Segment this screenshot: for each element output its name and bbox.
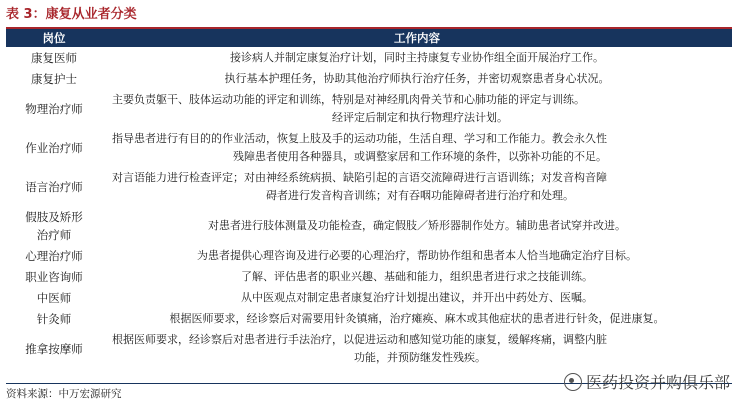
role-line: 康复护士: [31, 71, 77, 86]
work-line: 经评定后制定和执行物理疗法计划。: [332, 110, 508, 124]
work-line: 根据医师要求，经诊察后对需要用针灸镇痛，治疗瘫痪、麻木或其他症状的患者进行针灸，促进康复。: [169, 311, 665, 325]
work-cell: [102, 47, 732, 68]
role-cell: [6, 287, 102, 308]
table-row: [6, 206, 732, 245]
work-cell: [102, 329, 732, 368]
work-cell: [102, 308, 732, 329]
work-line: 根据医师要求，经诊察后对患者进行手法治疗，以促进运动和感知觉功能的康复，缓解疼痛，调整内脏: [112, 332, 607, 346]
table-row: [6, 266, 732, 287]
work-line: 指导患者进行有目的的作业活动，恢复上肢及手的运动功能，生活自理、学习和工作能力。教会永久性: [112, 131, 607, 145]
role-line: 假肢及矫形: [25, 209, 83, 224]
role-cell: [6, 266, 102, 287]
table-row: [6, 128, 732, 167]
table-header-row: [6, 29, 732, 47]
work-cell: [102, 287, 732, 308]
role-line: 治疗师: [36, 227, 72, 242]
role-line: 针灸师: [36, 311, 72, 326]
work-cell: [102, 266, 732, 287]
work-line: 接诊病人并制定康复治疗计划，同时主持康复专业协作组全面开展治疗工作。: [230, 50, 604, 64]
table-row: [6, 329, 732, 368]
table-row: [6, 287, 732, 308]
role-cell: [6, 329, 102, 368]
header-work: 工作内容: [102, 29, 732, 47]
table-title: 表 3：康复从业者分类: [6, 7, 137, 22]
work-line: 了解、评估患者的职业兴趣、基础和能力，组织患者进行求之技能训练。: [241, 269, 593, 283]
role-cell: [6, 245, 102, 266]
wechat-icon: [564, 373, 582, 391]
role-line: 物理治疗师: [25, 101, 83, 116]
table-row: [6, 47, 732, 68]
role-cell: [6, 167, 102, 206]
work-cell: [102, 68, 732, 89]
table-row: [6, 68, 732, 89]
table-row: [6, 245, 732, 266]
role-line: 职业咨询师: [25, 269, 83, 284]
work-cell: [102, 128, 732, 167]
work-line: 残障患者使用各种器具，或调整家居和工作环境的条件，以弥补功能的不足。: [233, 149, 607, 163]
work-line: 对言语能力进行检查评定；对由神经系统病损、缺陷引起的言语交流障碍进行言语训练；对发音构音障: [112, 170, 607, 184]
watermark: [564, 370, 730, 393]
work-cell: [102, 167, 732, 206]
table-row: [6, 167, 732, 206]
header-role: 岗位: [6, 29, 102, 47]
role-line: 心理治疗师: [25, 248, 83, 263]
table-row: [6, 308, 732, 329]
work-line: 功能，并预防继发性残疾。: [354, 350, 486, 364]
role-cell: [6, 128, 102, 167]
table-row: [6, 89, 732, 128]
work-cell: [102, 206, 732, 245]
role-cell: [6, 308, 102, 329]
role-line: 中医师: [36, 290, 72, 305]
role-line: 作业治疗师: [25, 140, 83, 155]
role-cell: [6, 206, 102, 245]
source-note: 资料来源：中万宏源研究: [6, 388, 122, 400]
role-cell: [6, 47, 102, 68]
practitioner-table: [6, 29, 732, 368]
work-line: 碍者进行发音构音训练；对有吞咽功能障碍者进行治疗和处理。: [266, 188, 574, 202]
role-line: 推拿按摩师: [25, 341, 83, 356]
role-line: 康复医师: [31, 50, 77, 65]
work-line: 执行基本护理任务，协助其他治疗师执行治疗任务，并密切观察患者身心状况。: [224, 71, 610, 85]
role-cell: [6, 68, 102, 89]
role-line: 语言治疗师: [25, 179, 83, 194]
work-line: 为患者提供心理咨询及进行必要的心理治疗，帮助协作组和患者本人恰当地确定治疗目标。: [197, 248, 637, 262]
work-cell: [102, 245, 732, 266]
work-line: 主要负责躯干、肢体运动功能的评定和训练，特别是对神经肌肉骨关节和心肺功能的评定与训练。: [112, 92, 585, 106]
role-cell: [6, 89, 102, 128]
watermark-text: 医药投资并购俱乐部: [585, 373, 730, 392]
work-line: 对患者进行肢体测量及功能检查，确定假肢／矫形器制作处方。辅助患者试穿并改进。: [208, 218, 626, 232]
work-cell: [102, 89, 732, 128]
work-line: 从中医观点对制定患者康复治疗计划提出建议，并开出中药处方、医嘱。: [241, 290, 593, 304]
